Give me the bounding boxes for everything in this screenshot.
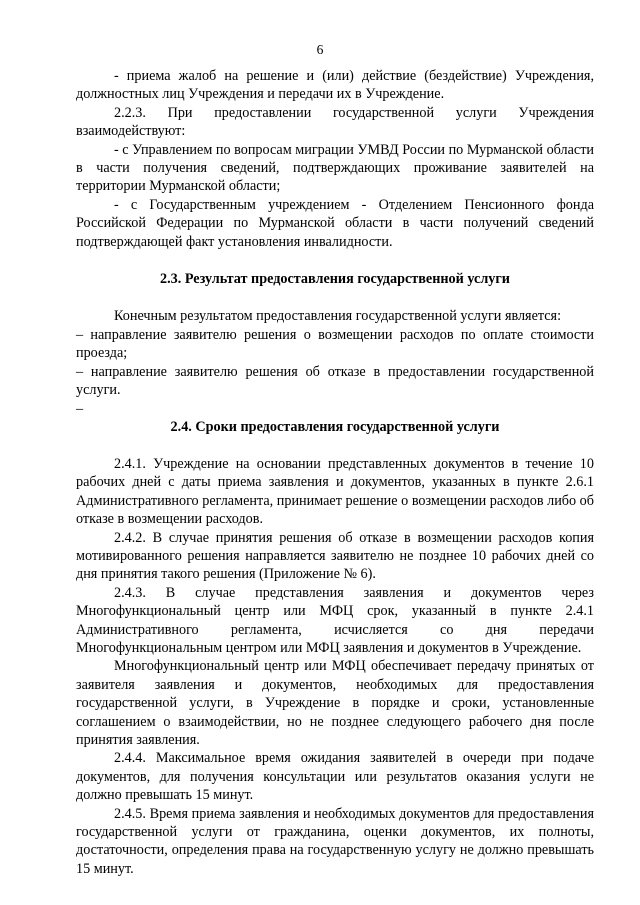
paragraph: Многофункциональный центр или МФЦ обеспечивает передачу принятых от заявителя заявления и документов, необходимых для предоставления государственной услуги, в Учреждение в порядке и сроки, установленные соглашением о взаимодействии, но не позднее следующего рабочего дня после принятия заявления. [76,658,594,748]
paragraph: 2.4.4. Максимальное время ожидания заявителей в очереди при подаче документов, для получения консультации или результатов оказания услуги не должно превышать 15 минут. [76,750,594,804]
list-item: – направление заявителю решения о возмещении расходов по оплате стоимости проезда; [76,326,594,362]
paragraph: 2.2.3. При предоставлении государственной услуги Учреждения взаимодействуют: [76,104,594,140]
paragraph: 2.4.1. Учреждение на основании представленных документов в течение 10 рабочих дней с даты приема заявления и документов, указанных в пункте 2.6.1 Административного регламента, принимает решение о возмещении расходов либо об отказе в возмещении расходов. [76,455,594,528]
paragraph: 2.4.3. В случае представления заявления и документов через Многофункциональный центр или МФЦ срок, указанный в пункте 2.4.1 Административного регламента, исчисляется со дня передачи Многофункциональным центром или МФЦ заявления и документов в Учреждение. [76,584,594,656]
paragraph: 2.4.2. В случае принятия решения об отказе в возмещении расходов копия мотивированного решения направляется заявителю не позднее 10 рабочих дней со дня принятия такого решения (Приложение № 6). [76,529,594,583]
paragraph: - с Государственным учреждением - Отделением Пенсионного фонда Российской Федерации по Мурманской области в части получений сведений подтверждающей факт установления инвалидности. [76,196,594,250]
paragraph: - с Управлением по вопросам миграции УМВД России по Мурманской области в части получения сведений, подтверждающих проживание заявителей на территории Мурманской области; [76,141,594,195]
stray-dash: – [76,400,84,417]
section-heading-2-3: 2.3. Результат предоставления государственной услуги [159,271,510,288]
section-heading-2-4: 2.4. Сроки предоставления государственной услуги [170,418,500,435]
paragraph: - приема жалоб на решение и (или) действие (бездействие) Учреждения, должностных лиц Учреждения и передачи их в Учреждение. [76,68,594,103]
paragraph: 2.4.5. Время приема заявления и необходимых документов для предоставления государственной услуги от гражданина, оценки документов, их полноты, достаточности, определения права на государственную услугу не должно превышать 15 минут. [76,805,594,877]
page-number: 6 [316,42,324,57]
document-body [76,67,594,878]
paragraph: Конечным результатом предоставления государственной услуги является: [114,308,562,325]
list-item: – направление заявителю решения об отказе в предоставлении государственной услуги. [76,363,594,399]
